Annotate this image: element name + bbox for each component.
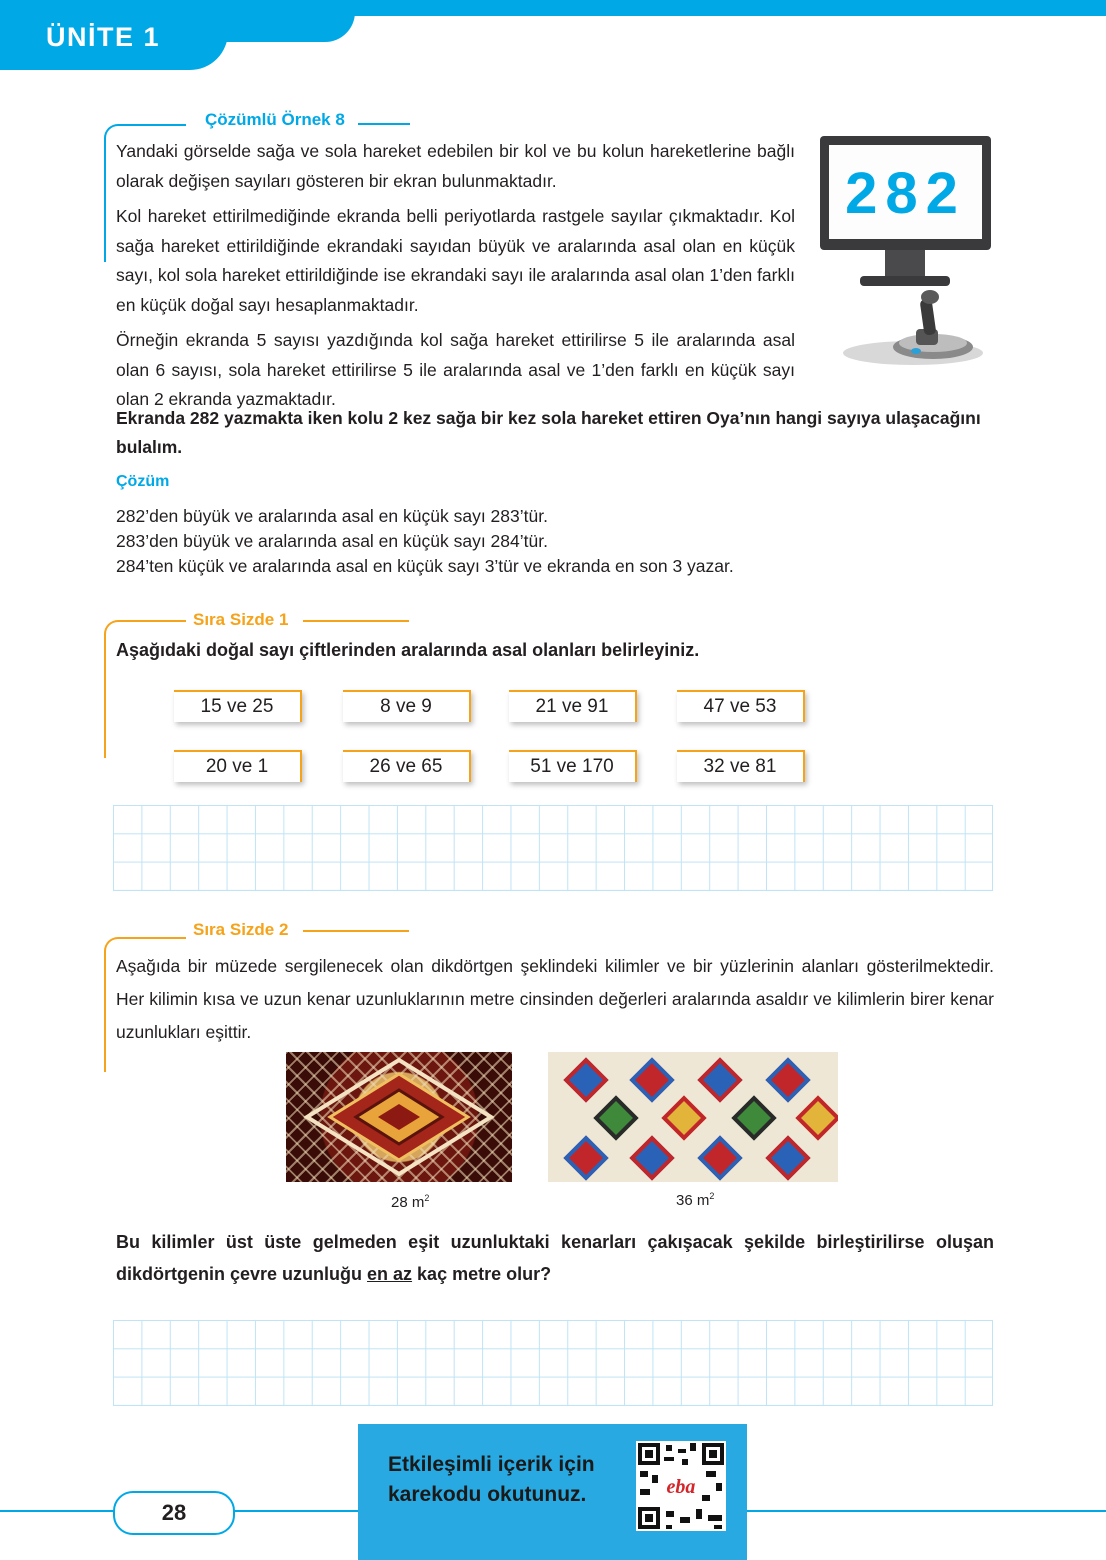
example-question: Ekranda 282 yazmakta iken kolu 2 kez sağa bir kez sola hareket ettiren Oya’nın hangi sayıya ulaşacağını bulalım. (116, 408, 981, 457)
sira1-title: Sıra Sizde 1 (193, 610, 289, 629)
number-pair: 47 ve 53 (677, 690, 805, 722)
qr-instruction: Etkileşimli içerik için karekodu okutunuz. (388, 1453, 595, 1506)
sira2-text: Aşağıda bir müzede sergilenecek olan dikdörtgen şeklindeki kilimler ve bir yüzlerinin alanları gösterilmektedir. Her kilimin kısa ve uzun kenar uzunluklarının metre cinsinden değerleri aralarında asaldır ve kilimlerin birer kenar uzunlukları eşittir. (116, 956, 994, 1042)
example-title-line (358, 123, 410, 125)
kilim-area-1: 28 $m^2$ (391, 1193, 430, 1211)
sira2-title: Sıra Sizde 2 (193, 920, 289, 939)
sira1-title-line (303, 620, 409, 622)
number-pair: 26 ve 65 (343, 750, 471, 782)
solution-line: 284’ten küçük ve aralarında asal en küçük sayı 3’tür ve ekranda en son 3 yazar. (116, 556, 734, 576)
screen-number: 282 (845, 161, 966, 226)
kilim-image-2 (548, 1052, 838, 1182)
kilim-pattern-1 (286, 1052, 512, 1182)
example-paragraph: Örneğin ekranda 5 sayısı yazdığında kol sağa hareket ettirilirse 5 ile aralarında asal olan 6 sayısı, sola hareket ettirilirse 5 ile aralarında asal ve 1’den farklı en küçük sayı olan 2 ekranda yazmaktadır. (116, 330, 795, 409)
number-pair: 15 ve 25 (174, 690, 302, 722)
number-pair: 8 ve 9 (343, 690, 471, 722)
unit-label: ÜNİTE 1 (46, 22, 161, 52)
solution-lines (116, 504, 734, 579)
sira2-title-line (303, 930, 409, 932)
eba-logo: eba (666, 1476, 696, 1498)
number-pair: 21 ve 91 (509, 690, 637, 722)
number-pair: 20 ve 1 (174, 750, 302, 782)
kilim-area-2: 36 $m^2$ (676, 1191, 715, 1209)
example-body (116, 137, 795, 415)
sira2-body (116, 950, 994, 1049)
solution-title: Çözüm (116, 473, 170, 490)
joystick-icon (838, 285, 988, 375)
number-pair: 32 ve 81 (677, 750, 805, 782)
solution-line: 282’den büyük ve aralarında asal en küçük sayı 283’tür. (116, 506, 548, 526)
example-paragraph: Kol hareket ettirilmediğinde ekranda belli periyotlarda rastgele sayılar çıkmaktadır. Kol sağa hareket ettirildiğinde ekrandaki sayıdan büyük ve aralarında asal olan en küçük sayı, kol sola hareket ettirildiğinde ise ekrandaki sayı ile aralarında asal olan 1’den farklı en küçük doğal sayı hesaplanmaktadır. (116, 206, 795, 315)
sira2-question: Bu kilimler üst üste gelmeden eşit uzunluktaki kenarları çakışacak şekilde birleştirilirse oluşan dikdörtgenin çevre uzunluğu en az kaç metre olur? (116, 1232, 994, 1284)
sira1-instruction: Aşağıdaki doğal sayı çiftlerinden aralarında asal olanları belirleyiniz. (116, 640, 700, 660)
number-pair: 51 ve 170 (509, 750, 637, 782)
qr-code-icon[interactable] (636, 1441, 726, 1531)
emphasis-en-az: en az (367, 1264, 413, 1284)
answer-grid[interactable] (113, 805, 993, 891)
page-number: 28 (113, 1491, 235, 1535)
answer-grid[interactable] (113, 1320, 993, 1406)
footer-line-mid (231, 1510, 358, 1512)
example-paragraph: Yandaki görselde sağa ve sola hareket edebilen bir kol ve bu kolun hareketlerine bağlı olarak değişen sayıları gösteren bir ekran bulunmaktadır. (116, 141, 795, 191)
footer-line-right (747, 1510, 1106, 1512)
footer-line-left (0, 1510, 113, 1512)
solution-line: 283’den büyük ve aralarında asal en küçük sayı 284’tür. (116, 531, 548, 551)
example-title: Çözümlü Örnek 8 (205, 110, 345, 129)
